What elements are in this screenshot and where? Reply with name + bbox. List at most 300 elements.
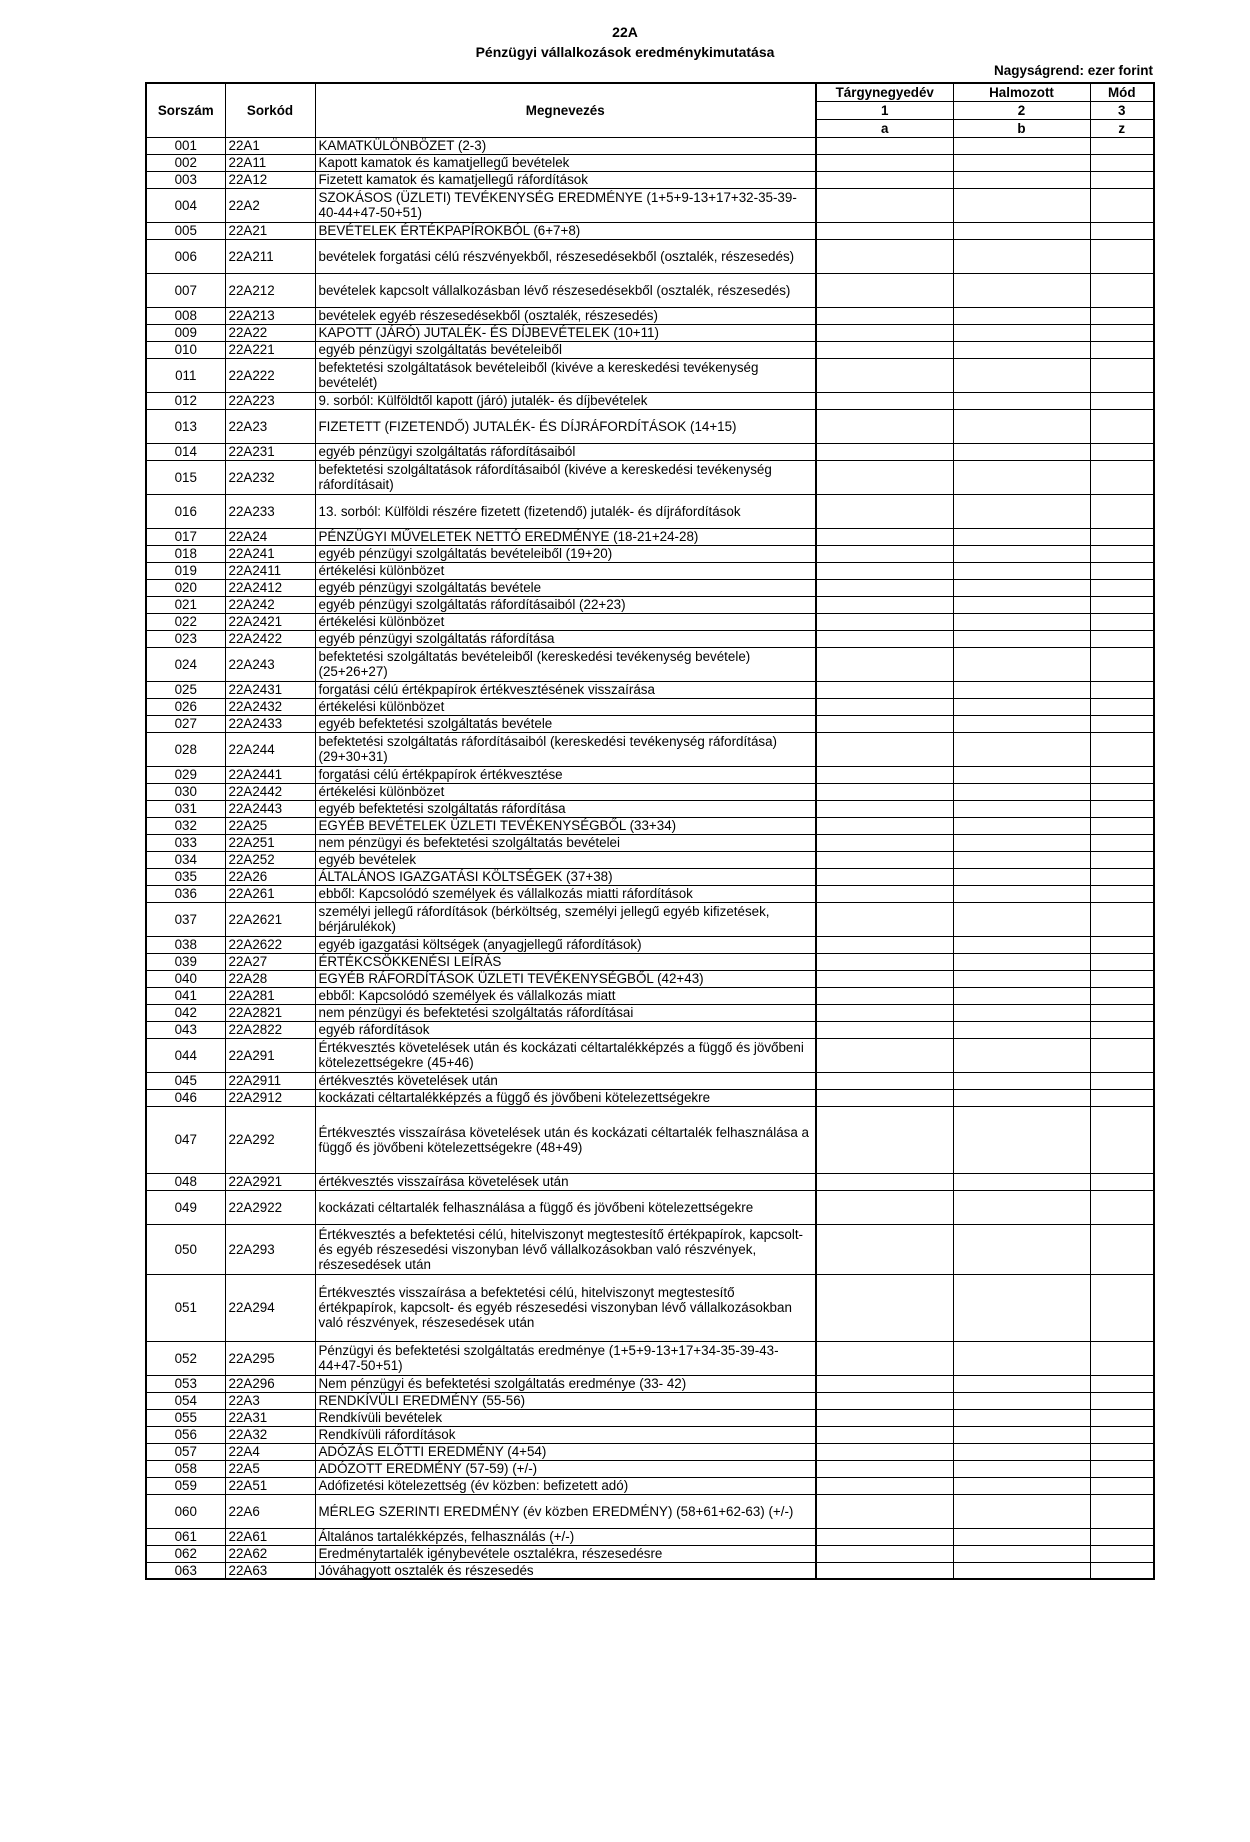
row-description: bevételek egyéb részesedésekből (osztalék, részesedés)	[315, 307, 816, 324]
value-cell-targynegyedev[interactable]	[816, 1021, 953, 1038]
row-number: 060	[146, 1494, 225, 1528]
value-cell-targynegyedev[interactable]	[816, 868, 953, 885]
value-cell-halmozott[interactable]	[953, 1341, 1090, 1375]
value-cell-halmozott[interactable]	[953, 1528, 1090, 1545]
value-cell-halmozott[interactable]	[953, 307, 1090, 324]
row-description: EGYÉB RÁFORDÍTÁSOK ÜZLETI TEVÉKENYSÉGBŐL (42+43)	[315, 970, 816, 987]
value-cell-halmozott[interactable]	[953, 154, 1090, 171]
row-description: Adófizetési kötelezettség (év közben: befizetett adó)	[315, 1477, 816, 1494]
value-cell-halmozott[interactable]	[953, 783, 1090, 800]
value-cell-targynegyedev[interactable]	[816, 1038, 953, 1072]
value-cell-halmozott[interactable]	[953, 1460, 1090, 1477]
value-cell-mod[interactable]	[1090, 885, 1154, 902]
value-cell-mod[interactable]	[1090, 630, 1154, 647]
value-cell-targynegyedev[interactable]	[816, 154, 953, 171]
value-cell-halmozott[interactable]	[953, 273, 1090, 307]
value-cell-mod[interactable]	[1090, 1089, 1154, 1106]
row-number: 012	[146, 392, 225, 409]
value-cell-halmozott[interactable]	[953, 1409, 1090, 1426]
row-code: 22A31	[225, 1409, 315, 1426]
row-code: 22A281	[225, 987, 315, 1004]
row-description: egyéb pénzügyi szolgáltatás bevételeiből	[315, 341, 816, 358]
table-row	[146, 817, 1154, 834]
value-cell-targynegyedev[interactable]	[816, 885, 953, 902]
row-code: 22A2921	[225, 1173, 315, 1190]
value-cell-targynegyedev[interactable]	[816, 1409, 953, 1426]
row-code: 22A292	[225, 1106, 315, 1173]
value-cell-targynegyedev[interactable]	[816, 443, 953, 460]
form-code: 22A	[612, 24, 638, 40]
value-cell-mod[interactable]	[1090, 324, 1154, 341]
row-number: 052	[146, 1341, 225, 1375]
value-cell-halmozott[interactable]	[953, 800, 1090, 817]
value-cell-mod[interactable]	[1090, 1341, 1154, 1375]
row-code: 22A233	[225, 494, 315, 528]
row-code: 22A3	[225, 1392, 315, 1409]
value-cell-targynegyedev[interactable]	[816, 1545, 953, 1562]
table-row	[146, 1562, 1154, 1579]
value-cell-halmozott[interactable]	[953, 715, 1090, 732]
value-cell-mod[interactable]	[1090, 562, 1154, 579]
row-description: egyéb pénzügyi szolgáltatás ráfordítása	[315, 630, 816, 647]
value-cell-halmozott[interactable]	[953, 222, 1090, 239]
value-cell-halmozott[interactable]	[953, 647, 1090, 681]
value-cell-halmozott[interactable]	[953, 1443, 1090, 1460]
row-code: 22A12	[225, 171, 315, 188]
value-cell-targynegyedev[interactable]	[816, 766, 953, 783]
value-cell-mod[interactable]	[1090, 273, 1154, 307]
value-cell-targynegyedev[interactable]	[816, 800, 953, 817]
value-cell-mod[interactable]	[1090, 953, 1154, 970]
row-number: 037	[146, 902, 225, 936]
row-number: 030	[146, 783, 225, 800]
row-number: 040	[146, 970, 225, 987]
value-cell-halmozott[interactable]	[953, 1021, 1090, 1038]
row-description: kockázati céltartalék felhasználása a függő és jövőbeni kötelezettségekre	[315, 1190, 816, 1224]
value-cell-halmozott[interactable]	[953, 545, 1090, 562]
value-cell-targynegyedev[interactable]	[816, 358, 953, 392]
value-cell-halmozott[interactable]	[953, 681, 1090, 698]
value-cell-halmozott[interactable]	[953, 1494, 1090, 1528]
value-cell-targynegyedev[interactable]	[816, 1562, 953, 1579]
table-row	[146, 596, 1154, 613]
table-row	[146, 171, 1154, 188]
row-number: 022	[146, 613, 225, 630]
value-cell-mod[interactable]	[1090, 392, 1154, 409]
value-cell-mod[interactable]	[1090, 1392, 1154, 1409]
table-row	[146, 698, 1154, 715]
row-description: ADÓZOTT EREDMÉNY (57-59) (+/-)	[315, 1460, 816, 1477]
value-cell-mod[interactable]	[1090, 1409, 1154, 1426]
value-cell-mod[interactable]	[1090, 868, 1154, 885]
value-cell-halmozott[interactable]	[953, 698, 1090, 715]
value-cell-targynegyedev[interactable]	[816, 1460, 953, 1477]
value-cell-mod[interactable]	[1090, 154, 1154, 171]
value-cell-targynegyedev[interactable]	[816, 273, 953, 307]
value-cell-targynegyedev[interactable]	[816, 613, 953, 630]
row-number: 009	[146, 324, 225, 341]
row-number: 016	[146, 494, 225, 528]
value-cell-targynegyedev[interactable]	[816, 1106, 953, 1173]
row-code: 22A261	[225, 885, 315, 902]
value-cell-mod[interactable]	[1090, 613, 1154, 630]
value-cell-targynegyedev[interactable]	[816, 970, 953, 987]
row-number: 003	[146, 171, 225, 188]
value-cell-halmozott[interactable]	[953, 188, 1090, 222]
value-cell-halmozott[interactable]	[953, 1477, 1090, 1494]
value-cell-targynegyedev[interactable]	[816, 1392, 953, 1409]
header-col-num-2: 2	[953, 101, 1090, 119]
row-number: 062	[146, 1545, 225, 1562]
value-cell-mod[interactable]	[1090, 902, 1154, 936]
value-cell-mod[interactable]	[1090, 1426, 1154, 1443]
value-cell-halmozott[interactable]	[953, 613, 1090, 630]
value-cell-halmozott[interactable]	[953, 936, 1090, 953]
row-description: PÉNZÜGYI MŰVELETEK NETTÓ EREDMÉNYE (18-21+24-28)	[315, 528, 816, 545]
row-number: 031	[146, 800, 225, 817]
value-cell-halmozott[interactable]	[953, 1038, 1090, 1072]
value-cell-targynegyedev[interactable]	[816, 851, 953, 868]
value-cell-targynegyedev[interactable]	[816, 1072, 953, 1089]
table-row	[146, 1409, 1154, 1426]
row-code: 22A1	[225, 137, 315, 154]
value-cell-mod[interactable]	[1090, 783, 1154, 800]
value-cell-mod[interactable]	[1090, 1173, 1154, 1190]
table-row	[146, 358, 1154, 392]
value-cell-halmozott[interactable]	[953, 1274, 1090, 1341]
row-description: SZOKÁSOS (ÜZLETI) TEVÉKENYSÉG EREDMÉNYE (1+5+9-13+17+32-35-39-40-44+47-50+51)	[315, 188, 816, 222]
income-statement-table	[145, 82, 1155, 1580]
value-cell-halmozott[interactable]	[953, 630, 1090, 647]
table-row	[146, 1224, 1154, 1274]
value-cell-targynegyedev[interactable]	[816, 460, 953, 494]
value-cell-targynegyedev[interactable]	[816, 1089, 953, 1106]
value-cell-halmozott[interactable]	[953, 766, 1090, 783]
value-cell-halmozott[interactable]	[953, 324, 1090, 341]
row-description: Általános tartalékképzés, felhasználás (+/-)	[315, 1528, 816, 1545]
value-cell-halmozott[interactable]	[953, 1106, 1090, 1173]
header-megnevezes: Megnevezés	[315, 83, 816, 137]
value-cell-halmozott[interactable]	[953, 239, 1090, 273]
table-row	[146, 1274, 1154, 1341]
value-cell-mod[interactable]	[1090, 1494, 1154, 1528]
value-cell-targynegyedev[interactable]	[816, 1341, 953, 1375]
value-cell-mod[interactable]	[1090, 596, 1154, 613]
value-cell-mod[interactable]	[1090, 443, 1154, 460]
value-cell-mod[interactable]	[1090, 800, 1154, 817]
value-cell-halmozott[interactable]	[953, 817, 1090, 834]
row-description: KAMATKÜLÖNBÖZET (2-3)	[315, 137, 816, 154]
value-cell-halmozott[interactable]	[953, 1426, 1090, 1443]
header-halmozott: Halmozott	[953, 83, 1090, 101]
value-cell-targynegyedev[interactable]	[816, 1528, 953, 1545]
table-row	[146, 545, 1154, 562]
value-cell-mod[interactable]	[1090, 1274, 1154, 1341]
value-cell-mod[interactable]	[1090, 1190, 1154, 1224]
row-code: 22A222	[225, 358, 315, 392]
value-cell-mod[interactable]	[1090, 1528, 1154, 1545]
row-number: 013	[146, 409, 225, 443]
value-cell-mod[interactable]	[1090, 987, 1154, 1004]
value-cell-targynegyedev[interactable]	[816, 239, 953, 273]
table-row	[146, 970, 1154, 987]
row-code: 22A23	[225, 409, 315, 443]
row-number: 056	[146, 1426, 225, 1443]
value-cell-targynegyedev[interactable]	[816, 1004, 953, 1021]
value-cell-targynegyedev[interactable]	[816, 681, 953, 698]
value-cell-mod[interactable]	[1090, 171, 1154, 188]
value-cell-targynegyedev[interactable]	[816, 562, 953, 579]
value-cell-targynegyedev[interactable]	[816, 222, 953, 239]
value-cell-targynegyedev[interactable]	[816, 834, 953, 851]
table-row	[146, 834, 1154, 851]
value-cell-mod[interactable]	[1090, 1545, 1154, 1562]
value-cell-mod[interactable]	[1090, 766, 1154, 783]
row-number: 057	[146, 1443, 225, 1460]
row-description: egyéb pénzügyi szolgáltatás bevételeiből (19+20)	[315, 545, 816, 562]
row-number: 048	[146, 1173, 225, 1190]
value-cell-mod[interactable]	[1090, 1477, 1154, 1494]
row-code: 22A2821	[225, 1004, 315, 1021]
value-cell-halmozott[interactable]	[953, 562, 1090, 579]
value-cell-mod[interactable]	[1090, 1021, 1154, 1038]
value-cell-mod[interactable]	[1090, 1004, 1154, 1021]
value-cell-mod[interactable]	[1090, 188, 1154, 222]
row-description: befektetési szolgáltatás ráfordításaiból (kereskedési tevékenység ráfordítása) (29+30+31)	[315, 732, 816, 766]
table-row	[146, 460, 1154, 494]
header-sorkod: Sorkód	[225, 83, 315, 137]
row-description: Értékvesztés visszaírása követelések után és kockázati céltartalék felhasználása a függő és jövőbeni kötelezettségekre (48+49)	[315, 1106, 816, 1173]
row-description: Értékvesztés visszaírása a befektetési célú, hitelviszonyt megtestesítő értékpapírok, kapcsolt- és egyéb részesedési viszonyban lévő vállalkozásokban való részvények, részesedések után	[315, 1274, 816, 1341]
value-cell-mod[interactable]	[1090, 1224, 1154, 1274]
row-number: 024	[146, 647, 225, 681]
row-code: 22A242	[225, 596, 315, 613]
table-row	[146, 494, 1154, 528]
value-cell-targynegyedev[interactable]	[816, 1477, 953, 1494]
row-code: 22A2433	[225, 715, 315, 732]
row-number: 055	[146, 1409, 225, 1426]
value-cell-targynegyedev[interactable]	[816, 171, 953, 188]
value-cell-targynegyedev[interactable]	[816, 494, 953, 528]
value-cell-targynegyedev[interactable]	[816, 783, 953, 800]
value-cell-mod[interactable]	[1090, 1072, 1154, 1089]
row-code: 22A27	[225, 953, 315, 970]
value-cell-mod[interactable]	[1090, 1562, 1154, 1579]
value-cell-targynegyedev[interactable]	[816, 630, 953, 647]
value-cell-mod[interactable]	[1090, 851, 1154, 868]
value-cell-mod[interactable]	[1090, 409, 1154, 443]
value-cell-mod[interactable]	[1090, 970, 1154, 987]
value-cell-halmozott[interactable]	[953, 443, 1090, 460]
row-number: 015	[146, 460, 225, 494]
value-cell-halmozott[interactable]	[953, 953, 1090, 970]
value-cell-halmozott[interactable]	[953, 460, 1090, 494]
value-cell-mod[interactable]	[1090, 817, 1154, 834]
value-cell-halmozott[interactable]	[953, 1562, 1090, 1579]
value-cell-mod[interactable]	[1090, 460, 1154, 494]
value-cell-targynegyedev[interactable]	[816, 545, 953, 562]
value-cell-targynegyedev[interactable]	[816, 579, 953, 596]
value-cell-mod[interactable]	[1090, 222, 1154, 239]
value-cell-mod[interactable]	[1090, 579, 1154, 596]
table-row	[146, 885, 1154, 902]
row-description: személyi jellegű ráfordítások (bérköltség, személyi jellegű egyéb kifizetések, bérjárulékok)	[315, 902, 816, 936]
row-code: 22A2911	[225, 1072, 315, 1089]
value-cell-mod[interactable]	[1090, 732, 1154, 766]
value-cell-mod[interactable]	[1090, 1038, 1154, 1072]
value-cell-halmozott[interactable]	[953, 409, 1090, 443]
value-cell-halmozott[interactable]	[953, 732, 1090, 766]
value-cell-halmozott[interactable]	[953, 1072, 1090, 1089]
table-row	[146, 239, 1154, 273]
value-cell-halmozott[interactable]	[953, 137, 1090, 154]
table-row	[146, 987, 1154, 1004]
value-cell-mod[interactable]	[1090, 698, 1154, 715]
row-code: 22A28	[225, 970, 315, 987]
value-cell-halmozott[interactable]	[953, 1089, 1090, 1106]
row-description: egyéb pénzügyi szolgáltatás ráfordításaiból (22+23)	[315, 596, 816, 613]
value-cell-targynegyedev[interactable]	[816, 647, 953, 681]
value-cell-mod[interactable]	[1090, 1460, 1154, 1477]
value-cell-halmozott[interactable]	[953, 392, 1090, 409]
value-cell-targynegyedev[interactable]	[816, 188, 953, 222]
row-code: 22A2412	[225, 579, 315, 596]
value-cell-mod[interactable]	[1090, 545, 1154, 562]
value-cell-mod[interactable]	[1090, 1375, 1154, 1392]
value-cell-targynegyedev[interactable]	[816, 732, 953, 766]
value-cell-mod[interactable]	[1090, 341, 1154, 358]
value-cell-halmozott[interactable]	[953, 1375, 1090, 1392]
row-description: forgatási célú értékpapírok értékvesztése	[315, 766, 816, 783]
value-cell-halmozott[interactable]	[953, 885, 1090, 902]
value-cell-halmozott[interactable]	[953, 528, 1090, 545]
row-code: 22A295	[225, 1341, 315, 1375]
value-cell-targynegyedev[interactable]	[816, 936, 953, 953]
table-row	[146, 1460, 1154, 1477]
value-cell-targynegyedev[interactable]	[816, 1274, 953, 1341]
value-cell-mod[interactable]	[1090, 239, 1154, 273]
value-cell-mod[interactable]	[1090, 137, 1154, 154]
row-description: Jóváhagyott osztalék és részesedés	[315, 1562, 816, 1579]
value-cell-halmozott[interactable]	[953, 171, 1090, 188]
value-cell-mod[interactable]	[1090, 936, 1154, 953]
value-cell-halmozott[interactable]	[953, 834, 1090, 851]
value-cell-mod[interactable]	[1090, 1443, 1154, 1460]
row-number: 002	[146, 154, 225, 171]
value-cell-mod[interactable]	[1090, 715, 1154, 732]
row-code: 22A223	[225, 392, 315, 409]
row-code: 22A2421	[225, 613, 315, 630]
table-row	[146, 715, 1154, 732]
value-cell-mod[interactable]	[1090, 307, 1154, 324]
row-code: 22A231	[225, 443, 315, 460]
value-cell-targynegyedev[interactable]	[816, 528, 953, 545]
value-cell-targynegyedev[interactable]	[816, 953, 953, 970]
value-cell-targynegyedev[interactable]	[816, 1494, 953, 1528]
value-cell-halmozott[interactable]	[953, 987, 1090, 1004]
value-cell-mod[interactable]	[1090, 1106, 1154, 1173]
value-cell-halmozott[interactable]	[953, 1190, 1090, 1224]
header-sorszam: Sorszám	[146, 83, 225, 137]
value-cell-halmozott[interactable]	[953, 341, 1090, 358]
table-row	[146, 732, 1154, 766]
value-cell-targynegyedev[interactable]	[816, 1224, 953, 1274]
value-cell-targynegyedev[interactable]	[816, 137, 953, 154]
value-cell-targynegyedev[interactable]	[816, 698, 953, 715]
row-number: 006	[146, 239, 225, 273]
value-cell-targynegyedev[interactable]	[816, 324, 953, 341]
value-cell-targynegyedev[interactable]	[816, 392, 953, 409]
table-row	[146, 851, 1154, 868]
value-cell-halmozott[interactable]	[953, 868, 1090, 885]
value-cell-halmozott[interactable]	[953, 1392, 1090, 1409]
row-number: 041	[146, 987, 225, 1004]
value-cell-mod[interactable]	[1090, 528, 1154, 545]
row-description: egyéb pénzügyi szolgáltatás ráfordításaiból	[315, 443, 816, 460]
table-row	[146, 800, 1154, 817]
value-cell-mod[interactable]	[1090, 834, 1154, 851]
row-description: egyéb befektetési szolgáltatás ráfordítása	[315, 800, 816, 817]
value-cell-halmozott[interactable]	[953, 1545, 1090, 1562]
value-cell-halmozott[interactable]	[953, 1224, 1090, 1274]
row-description: kockázati céltartalékképzés a függő és jövőbeni kötelezettségekre	[315, 1089, 816, 1106]
table-row	[146, 647, 1154, 681]
row-description: egyéb ráfordítások	[315, 1021, 816, 1038]
value-cell-targynegyedev[interactable]	[816, 1190, 953, 1224]
value-cell-mod[interactable]	[1090, 358, 1154, 392]
row-number: 047	[146, 1106, 225, 1173]
row-description: értékelési különbözet	[315, 783, 816, 800]
value-cell-halmozott[interactable]	[953, 1173, 1090, 1190]
table-row	[146, 154, 1154, 171]
value-cell-targynegyedev[interactable]	[816, 1443, 953, 1460]
value-cell-targynegyedev[interactable]	[816, 596, 953, 613]
row-description: nem pénzügyi és befektetési szolgáltatás ráfordításai	[315, 1004, 816, 1021]
row-description: értékelési különbözet	[315, 562, 816, 579]
value-cell-halmozott[interactable]	[953, 970, 1090, 987]
value-cell-halmozott[interactable]	[953, 902, 1090, 936]
value-cell-targynegyedev[interactable]	[816, 1173, 953, 1190]
value-cell-halmozott[interactable]	[953, 494, 1090, 528]
value-cell-halmozott[interactable]	[953, 596, 1090, 613]
table-row	[146, 392, 1154, 409]
row-code: 22A22	[225, 324, 315, 341]
value-cell-mod[interactable]	[1090, 494, 1154, 528]
value-cell-targynegyedev[interactable]	[816, 817, 953, 834]
value-cell-targynegyedev[interactable]	[816, 987, 953, 1004]
table-row	[146, 307, 1154, 324]
value-cell-halmozott[interactable]	[953, 358, 1090, 392]
row-code: 22A232	[225, 460, 315, 494]
value-cell-targynegyedev[interactable]	[816, 341, 953, 358]
row-code: 22A2422	[225, 630, 315, 647]
value-cell-targynegyedev[interactable]	[816, 715, 953, 732]
value-cell-targynegyedev[interactable]	[816, 307, 953, 324]
table-row	[146, 1443, 1154, 1460]
value-cell-halmozott[interactable]	[953, 1004, 1090, 1021]
value-cell-halmozott[interactable]	[953, 579, 1090, 596]
value-cell-targynegyedev[interactable]	[816, 1375, 953, 1392]
value-cell-mod[interactable]	[1090, 681, 1154, 698]
value-cell-targynegyedev[interactable]	[816, 902, 953, 936]
value-cell-halmozott[interactable]	[953, 851, 1090, 868]
row-description: Eredménytartalék igénybevétele osztalékra, részesedésre	[315, 1545, 816, 1562]
value-cell-mod[interactable]	[1090, 647, 1154, 681]
row-description: ÉRTÉKCSÖKKENÉSI LEÍRÁS	[315, 953, 816, 970]
row-number: 046	[146, 1089, 225, 1106]
value-cell-targynegyedev[interactable]	[816, 1426, 953, 1443]
value-cell-targynegyedev[interactable]	[816, 409, 953, 443]
